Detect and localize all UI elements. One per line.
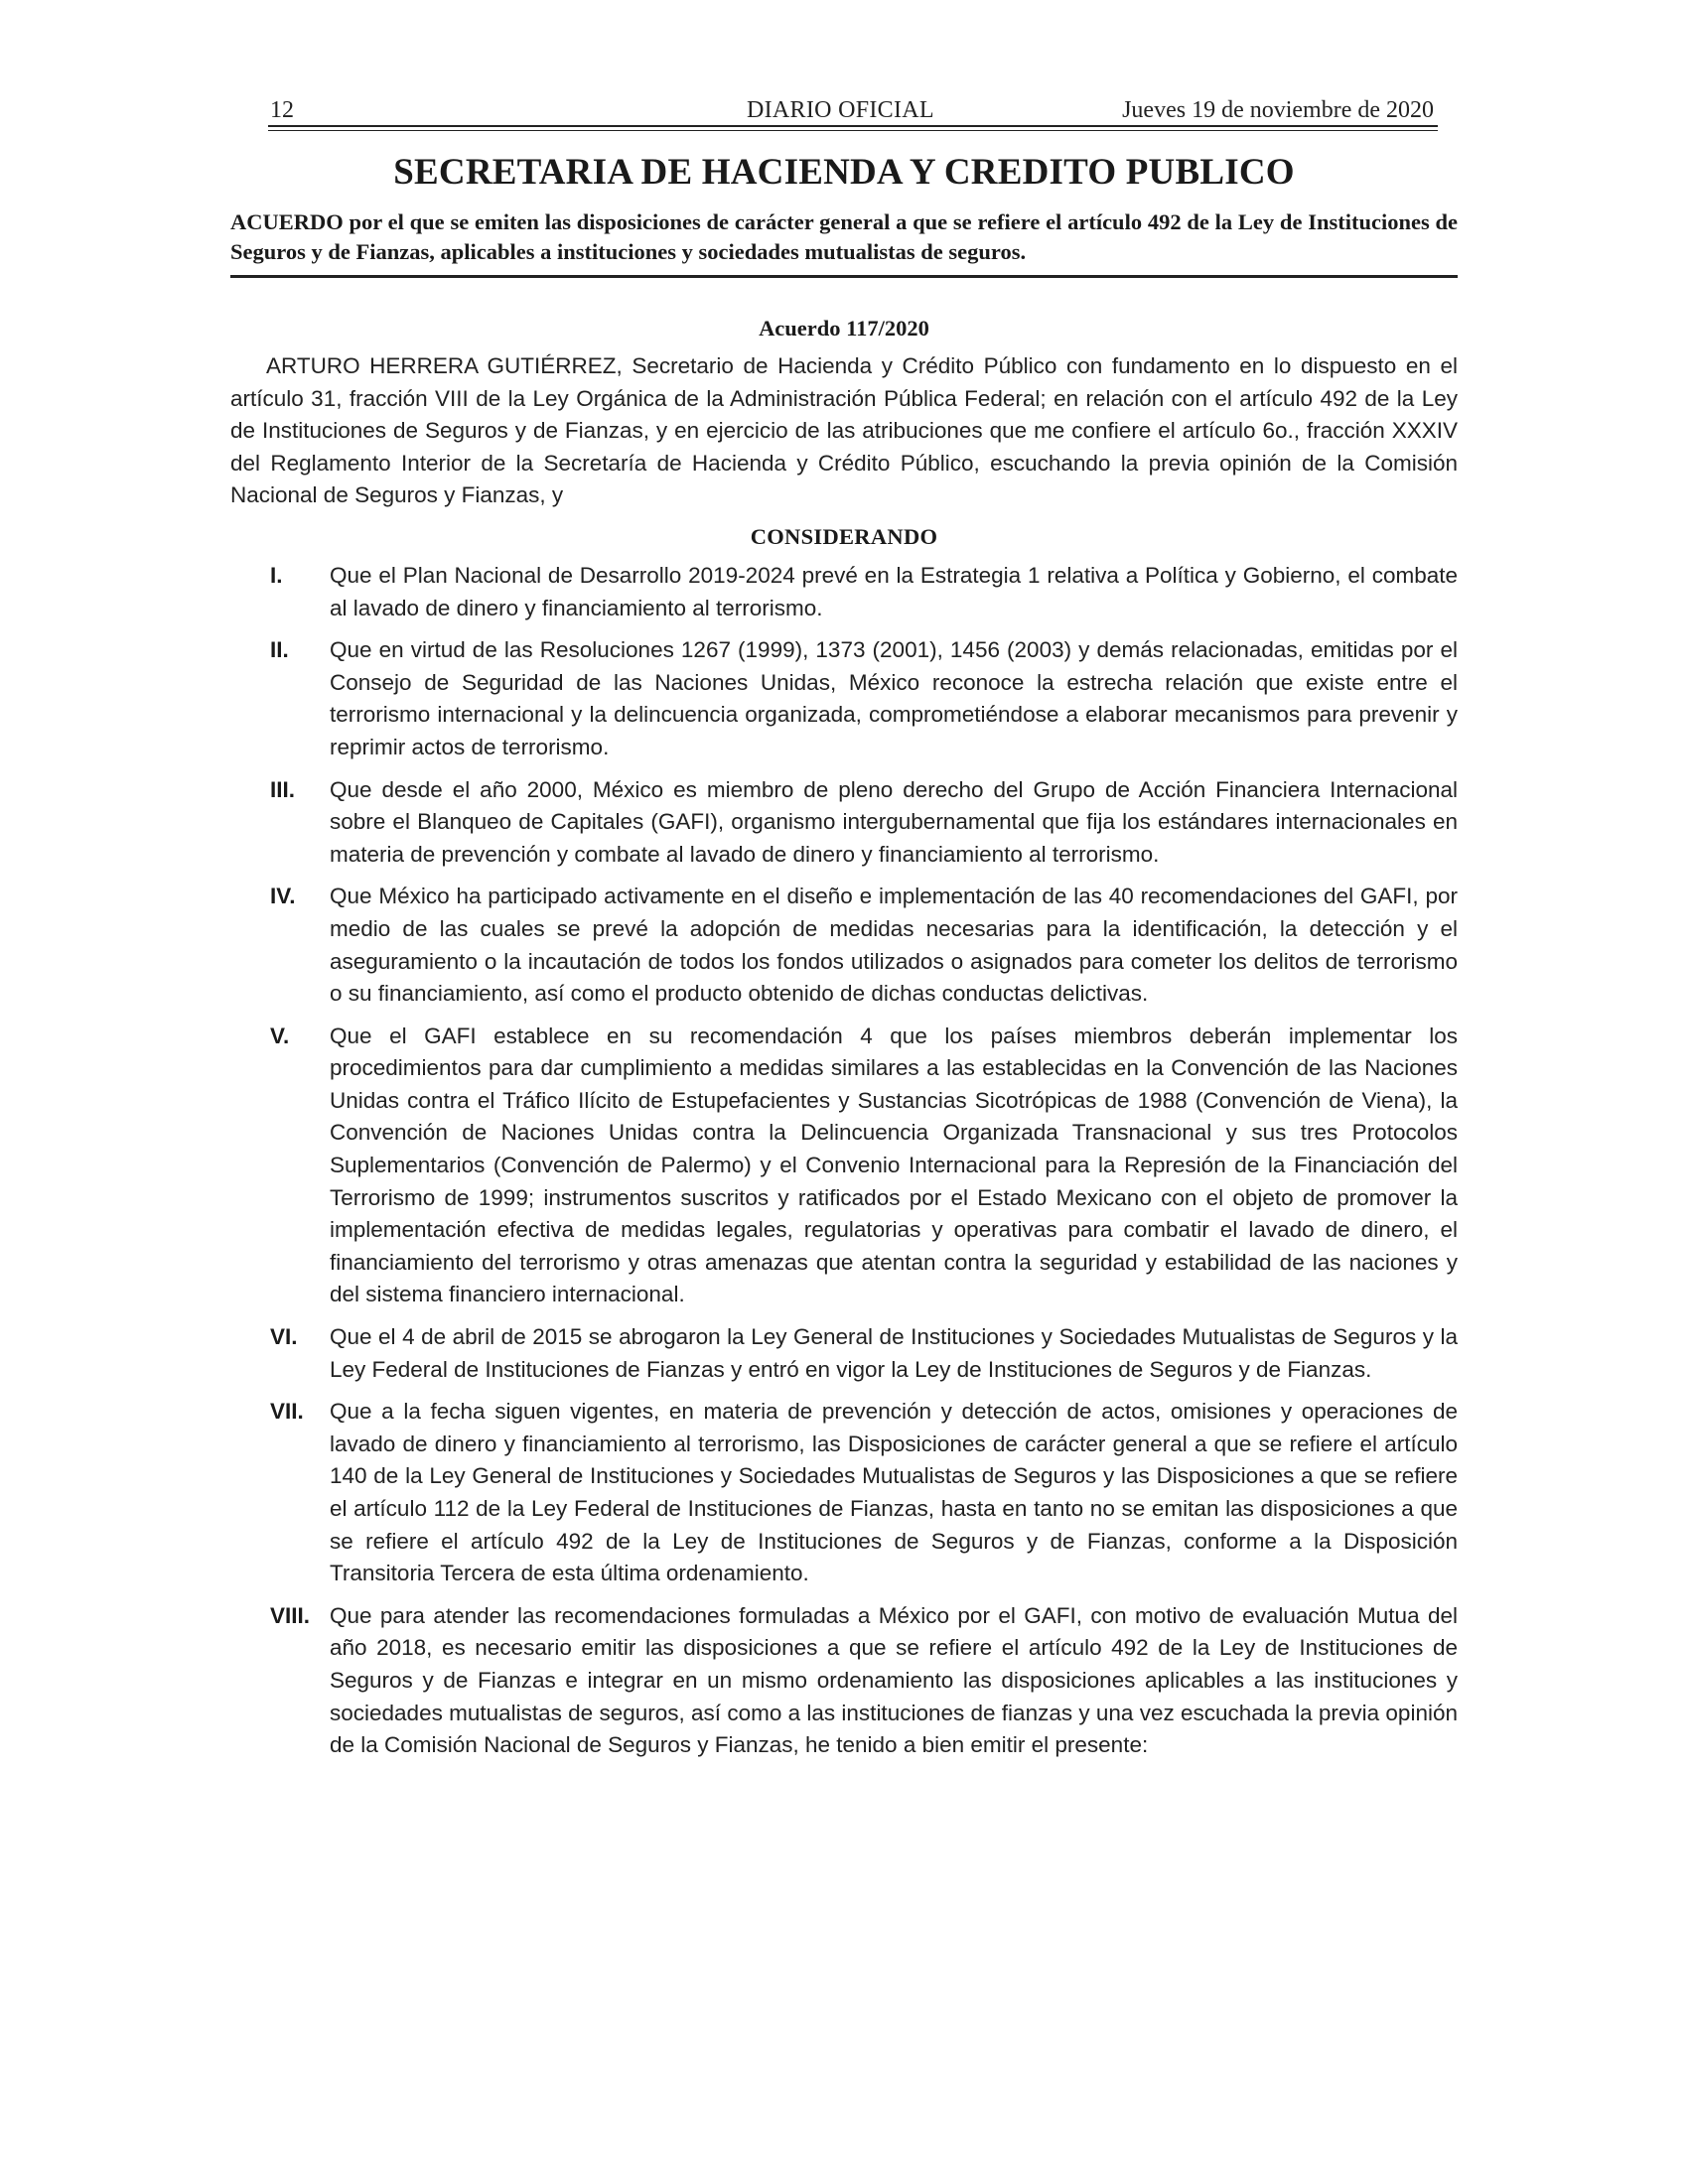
consideration-item xyxy=(230,1600,1458,1762)
item-text: Que desde el año 2000, México es miembro de pleno derecho del Grupo de Acción Financiera Internacional sobre el Blanqueo de Capitales (GAFI), organismo intergubernamental que fija los estándares internacionales en materia de prevención y combate al lavado de dinero y financiamiento al terrorismo. xyxy=(330,776,1458,867)
intro-paragraph: ARTURO HERRERA GUTIÉRREZ, Secretario de Hacienda y Crédito Público con fundamento en lo dispuesto en el artículo 31, fracción VIII de la Ley Orgánica de la Administración Pública Federal; en relación con el artículo 492 de la Ley de Instituciones de Seguros y de Fianzas, y en ejercicio de las atribuciones que me confiere el artículo 6o., fracción XXXIV del Reglamento Interior de la Secretaría de Hacienda y Crédito Público, escuchando la previa opinión de la Comisión Nacional de Seguros y Fianzas, y xyxy=(230,353,1458,508)
publication-date: Jueves 19 de noviembre de 2020 xyxy=(1122,97,1434,123)
summary-rule xyxy=(230,275,1458,278)
consideration-item xyxy=(230,774,1458,872)
consideration-item xyxy=(230,634,1458,763)
considering-heading: CONSIDERANDO xyxy=(750,523,938,549)
item-text: Que para atender las recomendaciones formuladas a México por el GAFI, con motivo de evaluación Mutua del año 2018, es necesario emitir las disposiciones a que se refiere el artículo 492 de la Ley de Instituciones de Seguros y de Fianzas e integrar en un mismo ordenamiento las disposiciones aplicables a las instituciones y sociedades mutualistas de seguros, así como a las instituciones de fianzas y una vez escuchada la previa opinión de la Comisión Nacional de Seguros y Fianzas, he tenido a bien emitir el presente: xyxy=(330,1602,1458,1758)
ministry-heading: SECRETARIA DE HACIENDA Y CREDITO PUBLICO xyxy=(393,152,1295,193)
agreement-summary: ACUERDO por el que se emiten las disposiciones de carácter general a que se refiere el artículo 492 de la Ley de Instituciones de Seguros y de Fianzas, aplicables a instituciones y sociedades mutualistas de seguros. xyxy=(230,209,1458,264)
page-number: 12 xyxy=(270,97,294,123)
item-text: Que el 4 de abril de 2015 se abrogaron la Ley General de Instituciones y Sociedades Mutualistas de Seguros y la Ley Federal de Instituciones de Fianzas y entró en vigor la Ley de Instituciones de Seguros y de Fianzas. xyxy=(330,1324,1458,1382)
consideration-item xyxy=(230,881,1458,1010)
item-number: I. xyxy=(270,562,283,588)
consideration-item xyxy=(230,560,1458,624)
agreement-title: Acuerdo 117/2020 xyxy=(759,316,929,341)
considerations-list xyxy=(230,560,1458,1762)
consideration-item xyxy=(230,1396,1458,1590)
consideration-item xyxy=(230,1321,1458,1386)
document-page xyxy=(230,91,1458,1772)
item-number: VII. xyxy=(270,1399,304,1425)
item-text: Que a la fecha siguen vigentes, en materia de prevención y detección de actos, omisiones y operaciones de lavado de dinero y financiamiento al terrorismo, las Disposiciones de carácter general a que se refiere el artículo 140 de la Ley General de Instituciones y Sociedades Mutualistas de Seguros y las Disposiciones a que se refiere el artículo 112 de la Ley Federal de Instituciones de Fianzas, hasta en tanto no se emitan las disposiciones a que se refiere el artículo 492 de la Ley de Instituciones de Seguros y de Fianzas, conforme a la Disposición Transitoria Tercera de esta última ordenamiento. xyxy=(330,1399,1458,1586)
header-rule xyxy=(268,125,1438,131)
item-text: Que México ha participado activamente en el diseño e implementación de las 40 recomendaciones del GAFI, por medio de las cuales se prevé la adopción de medidas necesarias para la identificación, la detección y el aseguramiento o la incautación de todos los fondos utilizados o asignados para cometer los delitos de terrorismo o su financiamiento, así como el producto obtenido de dichas conductas delictivas. xyxy=(330,884,1458,1007)
publication-name: DIARIO OFICIAL xyxy=(747,97,934,123)
consideration-item xyxy=(230,1021,1458,1311)
item-number: III. xyxy=(270,776,296,802)
item-number: VI. xyxy=(270,1324,298,1350)
running-header xyxy=(230,91,1458,125)
item-text: Que en virtud de las Resoluciones 1267 (1999), 1373 (2001), 1456 (2003) y demás relacionadas, emitidas por el Consejo de Seguridad de las Naciones Unidas, México reconoce la estrecha relación que existe entre el terrorismo internacional y la delincuencia organizada, comprometiéndose a elaborar mecanismos para prevenir y reprimir actos de terrorismo. xyxy=(330,637,1458,759)
item-text: Que el GAFI establece en su recomendación 4 que los países miembros deberán implementar los procedimientos para dar cumplimiento a medidas similares a las establecidas en la Convención de las Naciones Unidas contra el Tráfico Ilícito de Estupefacientes y Sustancias Sicotrópicas de 1988 (Convención de Viena), la Convención de Naciones Unidas contra la Delincuencia Organizada Transnacional y sus tres Protocolos Suplementarios (Convención de Palermo) y el Convenio Internacional para la Represión de la Financiación del Terrorismo de 1999; instrumentos suscritos y ratificados por el Estado Mexicano con el objeto de promover la implementación efectiva de medidas legales, regulatorias y operativas para combatir el lavado de dinero, el financiamiento del terrorismo y otras amenazas que atentan contra la seguridad y estabilidad de las naciones y del sistema financiero internacional. xyxy=(330,1023,1458,1307)
item-number: V. xyxy=(270,1023,290,1048)
item-number: VIII. xyxy=(270,1602,311,1628)
item-number: IV. xyxy=(270,884,296,909)
item-text: Que el Plan Nacional de Desarrollo 2019-2024 prevé en la Estrategia 1 relativa a Política y Gobierno, el combate al lavado de dinero y financiamiento al terrorismo. xyxy=(330,562,1458,620)
item-number: II. xyxy=(270,637,289,663)
